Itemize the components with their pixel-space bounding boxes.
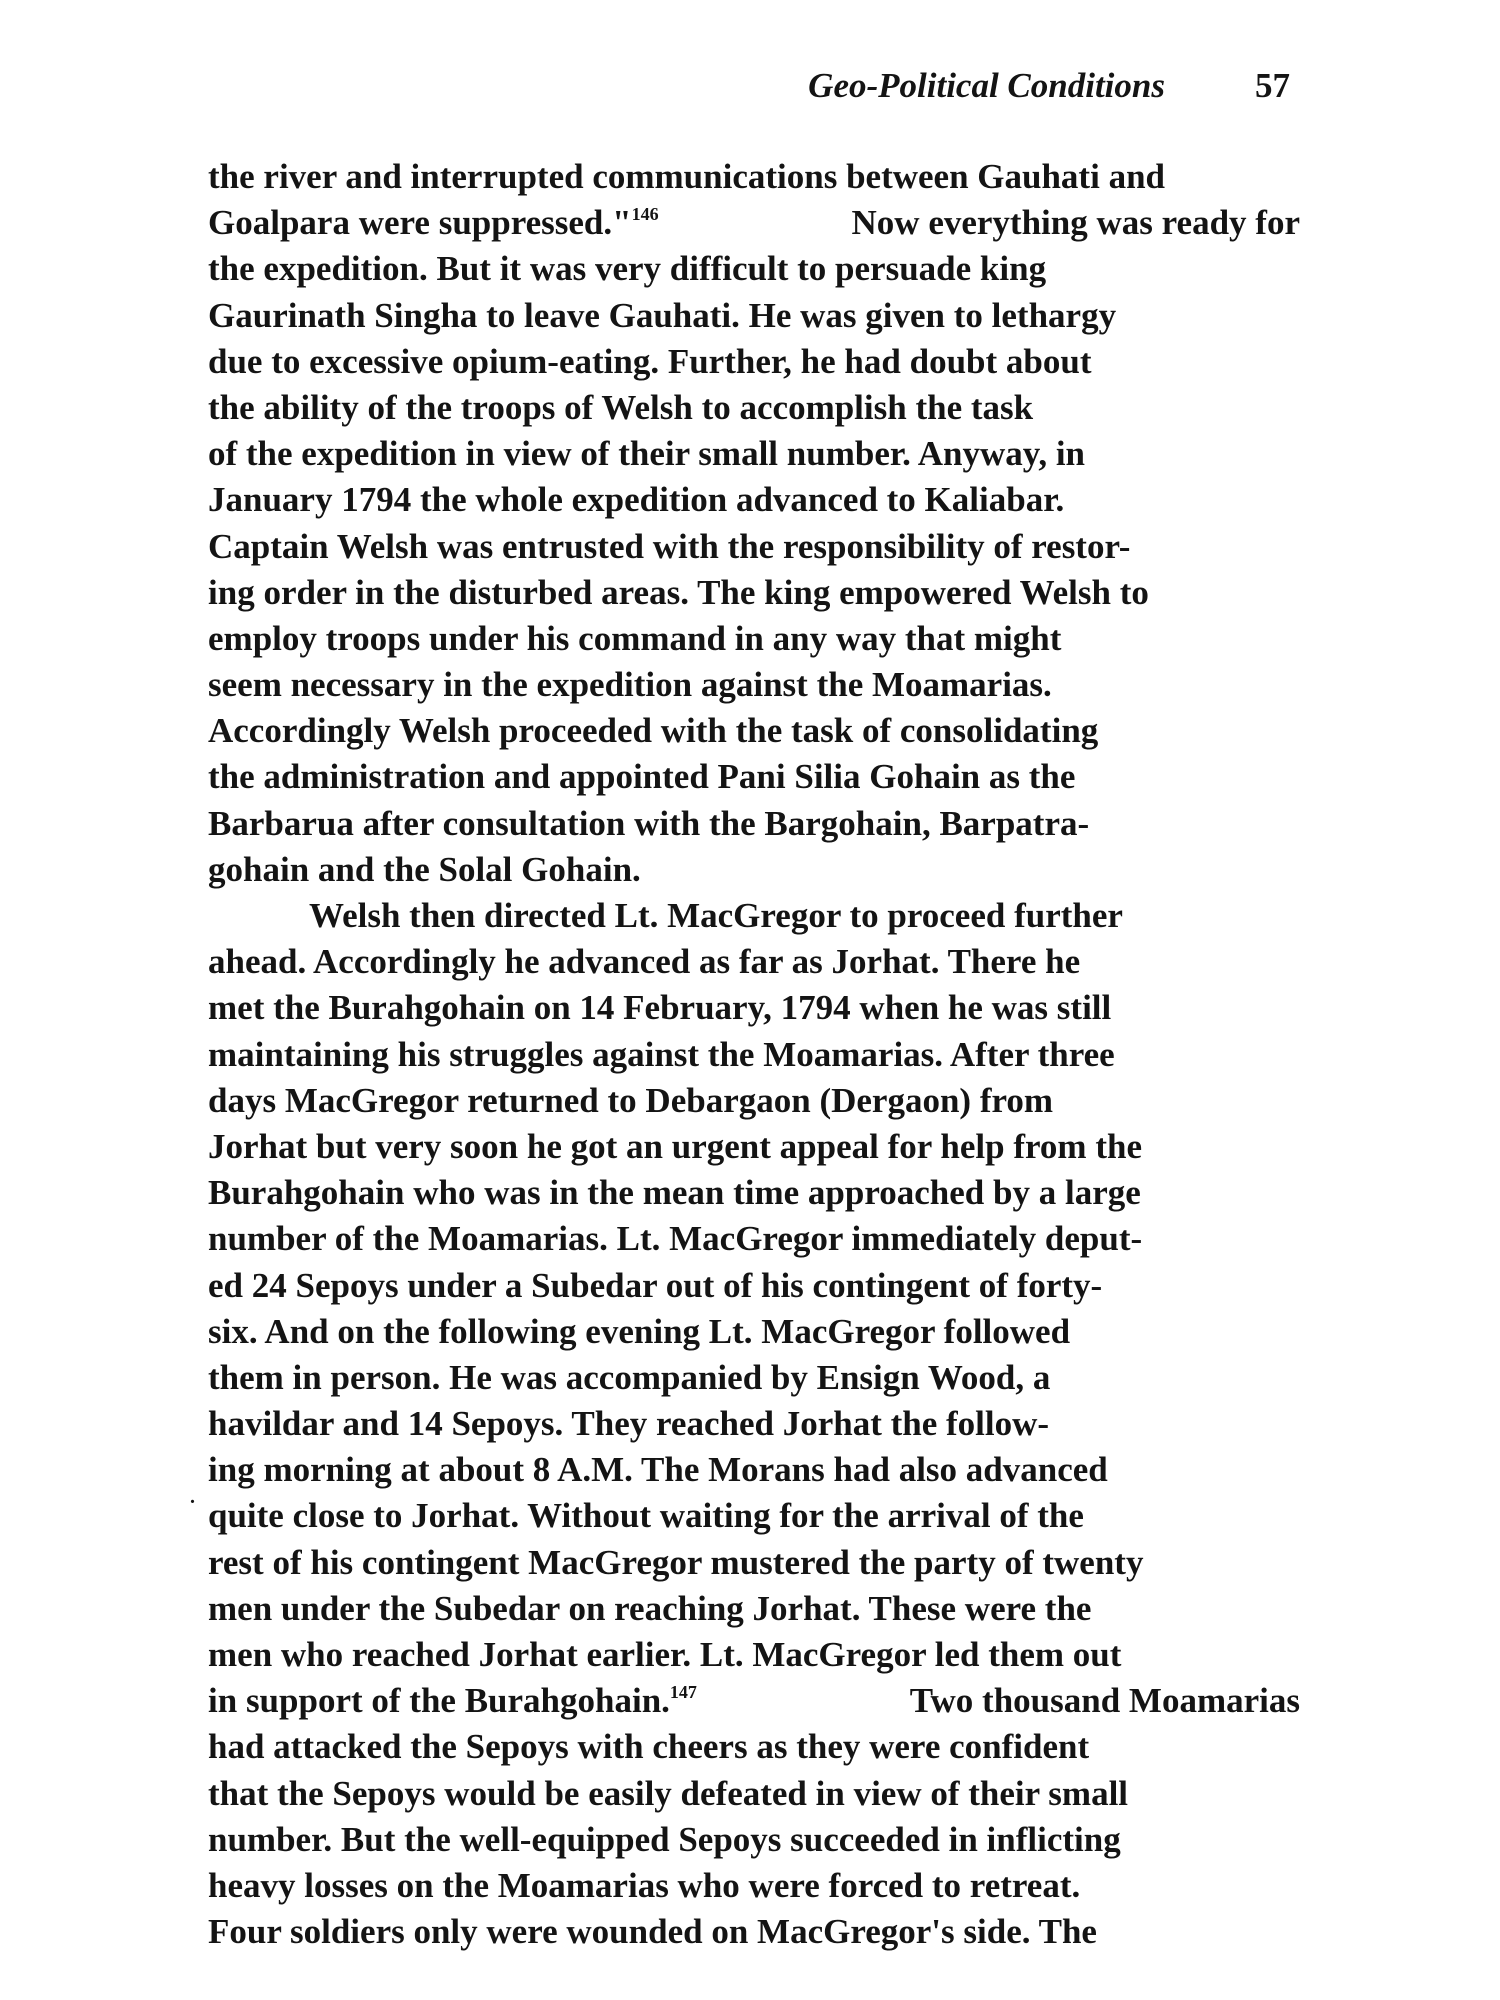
text-line: Gaurinath Singha to leave Gauhati. He was given to lethargy — [208, 295, 1117, 335]
text-line: six. And on the following evening Lt. MacGregor followed — [208, 1311, 1071, 1351]
text-line: Goalpara were suppressed."$^{146}$ Now everything was ready for — [208, 203, 1300, 243]
text-line: the administration and appointed Pani Silia Gohain as the — [208, 757, 1076, 797]
text-line: ed 24 Sepoys under a Subedar out of his contingent of forty- — [208, 1265, 1103, 1305]
text-line: Burahgohain who was in the mean time approached by a large — [208, 1173, 1141, 1213]
text-line: Four soldiers only were wounded on MacGregor's side. The — [208, 1912, 1097, 1952]
text-line: men who reached Jorhat earlier. Lt. MacGregor led them out — [208, 1635, 1122, 1674]
text-line: Barbarua after consultation with the Bargohain, Barpatra- — [208, 803, 1090, 843]
text-line: in support of the Burahgohain.$^{147}$ Two thousand Moamarias — [208, 1681, 1300, 1721]
text-line: Captain Welsh was entrusted with the responsibility of restor- — [208, 526, 1131, 566]
page-number: 57 — [1255, 66, 1290, 105]
text-line: due to excessive opium-eating. Further, he had doubt about — [208, 341, 1092, 381]
text-line: them in person. He was accompanied by Ensign Wood, a — [208, 1357, 1051, 1397]
text-line: of the expedition in view of their small number. Anyway, in — [208, 434, 1086, 474]
text-line: Jorhat but very soon he got an urgent appeal for help from the — [208, 1126, 1142, 1166]
text-line: the expedition. But it was very difficult to persuade king — [208, 249, 1047, 289]
running-title: Geo-Political Conditions — [808, 66, 1165, 105]
text-line: that the Sepoys would be easily defeated in view of their small — [208, 1773, 1129, 1813]
text-line: the river and interrupted communications between Gauhati and — [208, 157, 1165, 196]
text-line: heavy losses on the Moamarias who were forced to retreat. — [208, 1865, 1081, 1905]
text-line: ing order in the disturbed areas. The king empowered Welsh to — [208, 572, 1149, 612]
body-text — [208, 154, 1300, 1955]
text-line: met the Burahgohain on 14 February, 1794 when he was still — [208, 988, 1112, 1028]
footnote-ref: 146 — [631, 204, 659, 225]
text-line: employ troops under his command in any way that might — [208, 618, 1062, 658]
text-line: the ability of the troops of Welsh to accomplish the task — [208, 387, 1034, 427]
text-line: men under the Subedar on reaching Jorhat. These were the — [208, 1588, 1092, 1628]
text-line: quite close to Jorhat. Without waiting for the arrival of the — [208, 1496, 1084, 1536]
text-line: had attacked the Sepoys with cheers as they were confident — [208, 1727, 1090, 1767]
footnote-ref: 147 — [669, 1682, 697, 1703]
text-line: maintaining his struggles against the Moamarias. After three — [208, 1034, 1115, 1074]
text-line: Welsh then directed Lt. MacGregor to proceed further — [309, 896, 1123, 935]
text-line: seem necessary in the expedition against the Moamarias. — [208, 665, 1052, 705]
text-line: havildar and 14 Sepoys. They reached Jorhat the follow- — [208, 1404, 1050, 1444]
text-line: Accordingly Welsh proceeded with the task of consolidating — [208, 711, 1099, 751]
text-line: rest of his contingent MacGregor mustered the party of twenty — [208, 1542, 1144, 1582]
stray-mark: . — [190, 1486, 195, 1508]
text-line: number of the Moamarias. Lt. MacGregor immediately deput- — [208, 1219, 1143, 1259]
text-line: January 1794 the whole expedition advanced to Kaliabar. — [208, 480, 1065, 520]
running-header — [808, 66, 1290, 106]
text-line: gohain and the Solal Gohain. — [208, 849, 641, 889]
text-line: number. But the well-equipped Sepoys succeeded in inflicting — [208, 1819, 1121, 1859]
text-line: days MacGregor returned to Debargaon (Dergaon) from — [208, 1080, 1054, 1120]
text-line: ing morning at about 8 A.M. The Morans had also advanced — [208, 1450, 1108, 1490]
text-line: ahead. Accordingly he advanced as far as Jorhat. There he — [208, 942, 1081, 982]
